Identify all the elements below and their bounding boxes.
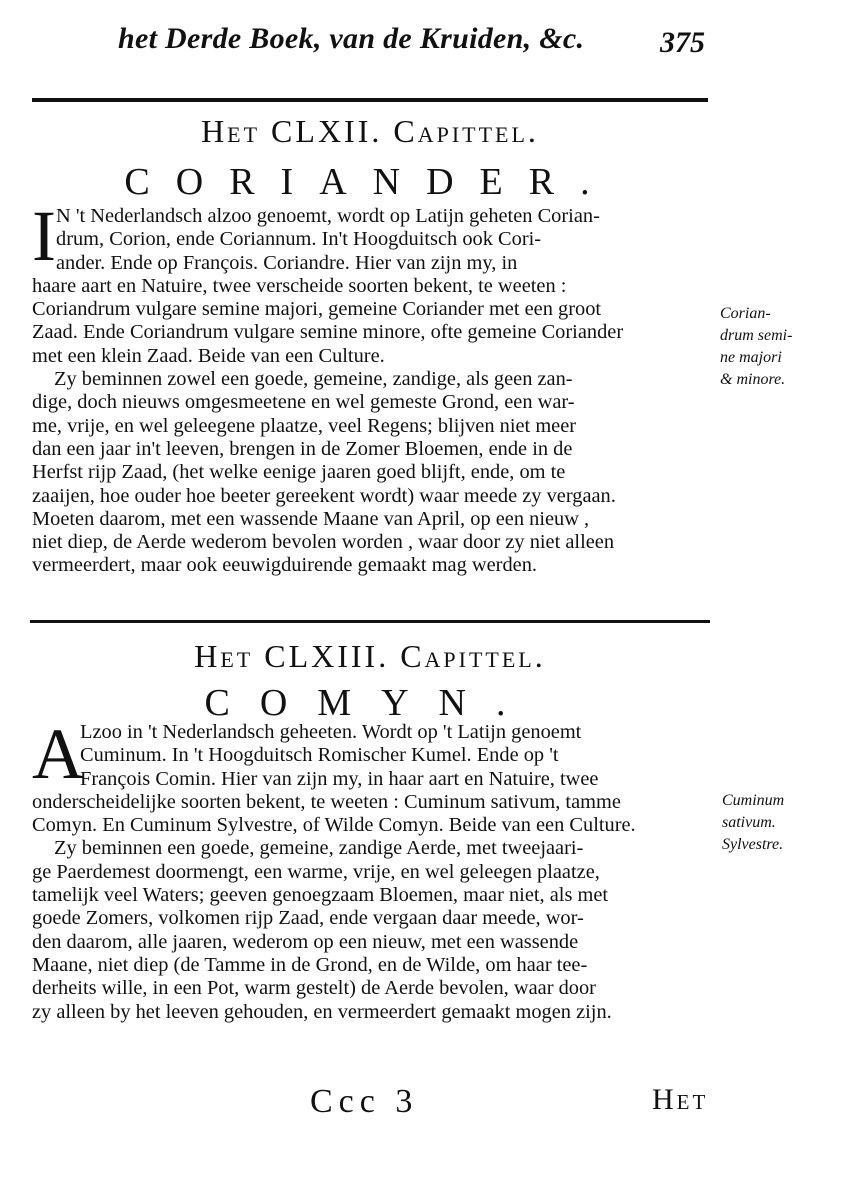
text-line: Zaad. Ende Coriandrum vulgare semine minore, ofte gemeine Coriander (32, 321, 624, 344)
margin-line: sativum. (722, 814, 776, 831)
text-line: tamelijk veel Waters; geeven genoegzaam Bloemen, maar niet, als met (32, 884, 609, 907)
margin-line: ne majori (720, 349, 782, 366)
text-line: zaaijen, hoe ouder hoe beeter gereekent wordt) waar meede zy vergaan. (32, 484, 616, 507)
running-head: het Derde Boek, van de Kruiden, &c. (118, 22, 585, 55)
text-line: zy alleen by het leeven gehouden, en vermeerdert gemaakt mogen zijn. (32, 1000, 612, 1023)
text-line: ander. Ende op François. Coriandre. Hier van zijn my, in (56, 251, 518, 274)
top-rule (32, 98, 708, 102)
text-line: derheits wille, in een Pot, warm gestelt) de Aerde bevolen, waar door (32, 977, 596, 1000)
text-line: Comyn. En Cuminum Sylvestre, of Wilde Comyn. Beide van een Culture. (32, 814, 636, 837)
text-line: me, vrije, en wel geleegene plaatze, veel Regens; blijven niet meer (32, 414, 577, 437)
text-line: Herfst rijp Zaad, (het welke eenige jaaren goed blijft, ende, om te (32, 461, 566, 484)
margin-line: Cuminum (722, 792, 785, 809)
chapter-heading-163: Het CLXIII. Capittel. (194, 638, 546, 674)
text-line: den daarom, alle jaaren, wederom op een nieuw, met een wassende (32, 930, 579, 953)
text-line: met een klein Zaad. Beide van een Culture. (32, 344, 385, 367)
section-rule (30, 620, 710, 623)
text-line: Zy beminnen zowel een goede, gemeine, zandige, als geen zan- (54, 368, 573, 391)
margin-line: drum semi- (720, 327, 793, 344)
text-line: onderscheidelijke soorten bekent, te weeten : Cuminum sativum, tamme (32, 790, 621, 813)
text-line: vermeerdert, maar ook eeuwigduirende gemaakt mag werden. (32, 554, 538, 577)
margin-note-coriandrum (720, 303, 840, 391)
signature-mark: Ccc 3 (310, 1083, 419, 1120)
margin-note-cuminum (722, 790, 842, 856)
text-line: goede Zomers, volkomen rijp Zaad, ende vergaan daar meede, wor- (32, 907, 584, 930)
chapter-162-text (32, 205, 712, 578)
text-line: Cuminum. In 't Hoogduitsch Romischer Kumel. Ende op 't (80, 744, 559, 767)
text-line: niet diep, de Aerde wederom bevolen worden , waar door zy niet alleen (32, 531, 615, 554)
text-line: Lzoo in 't Nederlandsch geheeten. Wordt op 't Latijn genoemt (80, 721, 582, 743)
text-line: Moeten daarom, met een wassende Maane van April, op een nieuw , (32, 507, 590, 530)
text-line: dige, doch nieuws omgesmeetene en wel gemeste Grond, een war- (32, 391, 575, 414)
catchword: Het (652, 1083, 709, 1116)
text-line: François Comin. Hier van zijn my, in haar aart en Natuire, twee (80, 767, 599, 790)
text-line: drum, Corion, ende Coriannum. In't Hoogduitsch ook Cori- (56, 228, 542, 251)
text-line: N 't Nederlandsch alzoo genoemt, wordt op Latijn geheten Corian- (56, 205, 600, 227)
text-line: haare aart en Natuire, twee verscheide soorten bekent, te weeten : (32, 274, 567, 297)
page-number: 375 (660, 26, 705, 59)
chapter-heading-162: Het CLXII. Capittel. (201, 113, 539, 149)
text-line: Maane, niet diep (de Tamme in de Grond, en de Wilde, om haar tee- (32, 953, 588, 976)
text-line: ge Paerdemest doormengt, een warme, vrije, en wel geleegen plaatze, (32, 860, 600, 883)
margin-line: Corian- (720, 305, 771, 322)
margin-line: & minore. (720, 371, 786, 388)
chapter-163-text (32, 721, 712, 1024)
drop-cap-163: A (32, 714, 84, 794)
drop-cap-162: I (32, 196, 56, 276)
margin-line: Sylvestre. (722, 836, 784, 853)
chapter-title-comyn: COMYN. (204, 682, 536, 724)
text-line: dan een jaar in't leeven, brengen in de Zomer Bloemen, ende in de (32, 437, 573, 460)
chapter-title-coriander: CORIANDER. (124, 161, 616, 203)
text-line: Zy beminnen een goede, gemeine, zandige Aerde, met tweejaari- (54, 837, 584, 860)
text-line: Coriandrum vulgare semine majori, gemeine Coriander met een groot (32, 298, 602, 321)
